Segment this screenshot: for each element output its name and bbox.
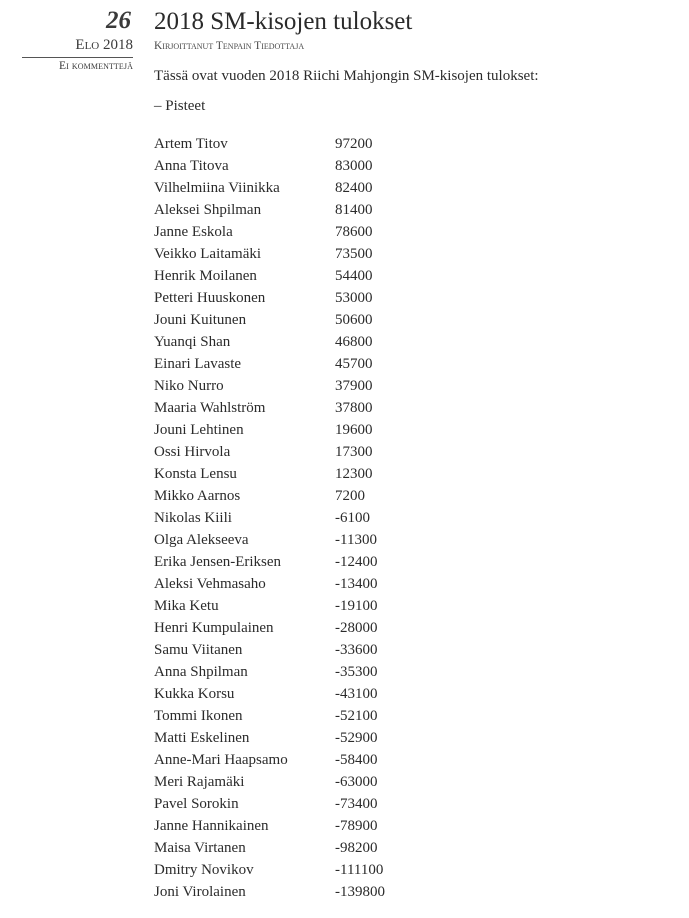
player-score: 37900 [335, 378, 373, 394]
results-subhead: – Pisteet [154, 98, 206, 114]
player-score: 45700 [335, 356, 373, 372]
player-score: 53000 [335, 290, 373, 306]
player-score: 7200 [335, 488, 365, 504]
result-row [154, 727, 674, 749]
player-name: Matti Eskelinen [154, 730, 250, 746]
player-name: Maaria Wahlström [154, 400, 266, 416]
player-score: -63000 [335, 774, 378, 790]
player-name: Mikko Aarnos [154, 488, 241, 504]
player-name: Aleksei Shpilman [154, 202, 262, 218]
player-name: Janne Hannikainen [154, 818, 269, 834]
result-row [154, 837, 674, 859]
result-row [154, 419, 674, 441]
player-name: Nikolas Kiili [154, 510, 232, 526]
player-score: -35300 [335, 664, 378, 680]
player-score: -19100 [335, 598, 378, 614]
player-score: -78900 [335, 818, 378, 834]
player-name: Anna Titova [154, 158, 229, 174]
player-score: -98200 [335, 840, 378, 856]
post-byline: Kirjoittanut Tenpain Tiedottaja [154, 40, 305, 52]
player-score: -11300 [335, 532, 377, 548]
player-name: Janne Eskola [154, 224, 233, 240]
player-score: -52100 [335, 708, 378, 724]
result-row [154, 683, 674, 705]
result-row [154, 551, 674, 573]
result-row [154, 793, 674, 815]
result-row [154, 199, 674, 221]
player-score: 46800 [335, 334, 373, 350]
result-row [154, 573, 674, 595]
player-score: -73400 [335, 796, 378, 812]
player-score: -33600 [335, 642, 378, 658]
player-name: Vilhelmiina Viinikka [154, 180, 280, 196]
player-score: 82400 [335, 180, 373, 196]
player-name: Anne-Mari Haapsamo [154, 752, 288, 768]
player-name: Maisa Virtanen [154, 840, 246, 856]
player-name: Meri Rajamäki [154, 774, 245, 790]
player-name: Anna Shpilman [154, 664, 248, 680]
player-name: Mika Ketu [154, 598, 219, 614]
player-score: 12300 [335, 466, 373, 482]
result-row [154, 705, 674, 727]
player-score: 54400 [335, 268, 373, 284]
player-name: Pavel Sorokin [154, 796, 239, 812]
player-name: Petteri Huuskonen [154, 290, 266, 306]
comments-link[interactable]: Ei kommenttejä [59, 60, 133, 72]
player-score: 37800 [335, 400, 373, 416]
player-score: -12400 [335, 554, 378, 570]
result-row [154, 441, 674, 463]
player-name: Veikko Laitamäki [154, 246, 262, 262]
player-score: -52900 [335, 730, 378, 746]
post-intro: Tässä ovat vuoden 2018 Riichi Mahjongin SM-kisojen tulokset: [154, 68, 539, 84]
player-name: Olga Alekseeva [154, 532, 249, 548]
player-score: 17300 [335, 444, 373, 460]
player-score: -139800 [335, 884, 385, 900]
post-title[interactable]: 2018 SM-kisojen tulokset [154, 8, 413, 35]
result-row [154, 771, 674, 793]
player-score: -6100 [335, 510, 370, 526]
player-score: 78600 [335, 224, 373, 240]
result-row [154, 177, 674, 199]
result-row [154, 881, 674, 903]
player-score: 81400 [335, 202, 373, 218]
post-month: Elo 2018 [22, 36, 133, 58]
player-name: Jouni Lehtinen [154, 422, 244, 438]
result-row [154, 639, 674, 661]
player-score: -111100 [335, 862, 384, 878]
player-name: Aleksi Vehmasaho [154, 576, 266, 592]
results-list [154, 133, 674, 903]
player-name: Kukka Korsu [154, 686, 235, 702]
player-score: 97200 [335, 136, 373, 152]
player-score: 50600 [335, 312, 373, 328]
result-row [154, 265, 674, 287]
player-name: Ossi Hirvola [154, 444, 231, 460]
result-row [154, 749, 674, 771]
player-name: Joni Virolainen [154, 884, 246, 900]
post-content [154, 6, 674, 903]
player-name: Tommi Ikonen [154, 708, 243, 724]
result-row [154, 507, 674, 529]
result-row [154, 287, 674, 309]
result-row [154, 485, 674, 507]
result-row [154, 463, 674, 485]
post-date [22, 6, 133, 74]
player-name: Samu Viitanen [154, 642, 243, 658]
result-row [154, 133, 674, 155]
result-row [154, 155, 674, 177]
result-row [154, 595, 674, 617]
player-name: Konsta Lensu [154, 466, 237, 482]
result-row [154, 397, 674, 419]
player-name: Jouni Kuitunen [154, 312, 247, 328]
player-name: Artem Titov [154, 136, 228, 152]
result-row [154, 353, 674, 375]
player-name: Dmitry Novikov [154, 862, 254, 878]
player-name: Yuanqi Shan [154, 334, 231, 350]
player-score: 19600 [335, 422, 373, 438]
result-row [154, 859, 674, 881]
player-name: Niko Nurro [154, 378, 224, 394]
post-day: 26 [106, 7, 131, 34]
player-score: -43100 [335, 686, 378, 702]
player-score: -58400 [335, 752, 378, 768]
result-row [154, 331, 674, 353]
result-row [154, 375, 674, 397]
player-score: -28000 [335, 620, 378, 636]
player-score: 73500 [335, 246, 373, 262]
result-row [154, 309, 674, 331]
result-row [154, 529, 674, 551]
player-name: Erika Jensen-Eriksen [154, 554, 282, 570]
result-row [154, 243, 674, 265]
result-row [154, 221, 674, 243]
player-name: Henrik Moilanen [154, 268, 257, 284]
player-score: -13400 [335, 576, 378, 592]
player-name: Henri Kumpulainen [154, 620, 274, 636]
result-row [154, 617, 674, 639]
result-row [154, 815, 674, 837]
player-score: 83000 [335, 158, 373, 174]
result-row [154, 661, 674, 683]
player-name: Einari Lavaste [154, 356, 242, 372]
